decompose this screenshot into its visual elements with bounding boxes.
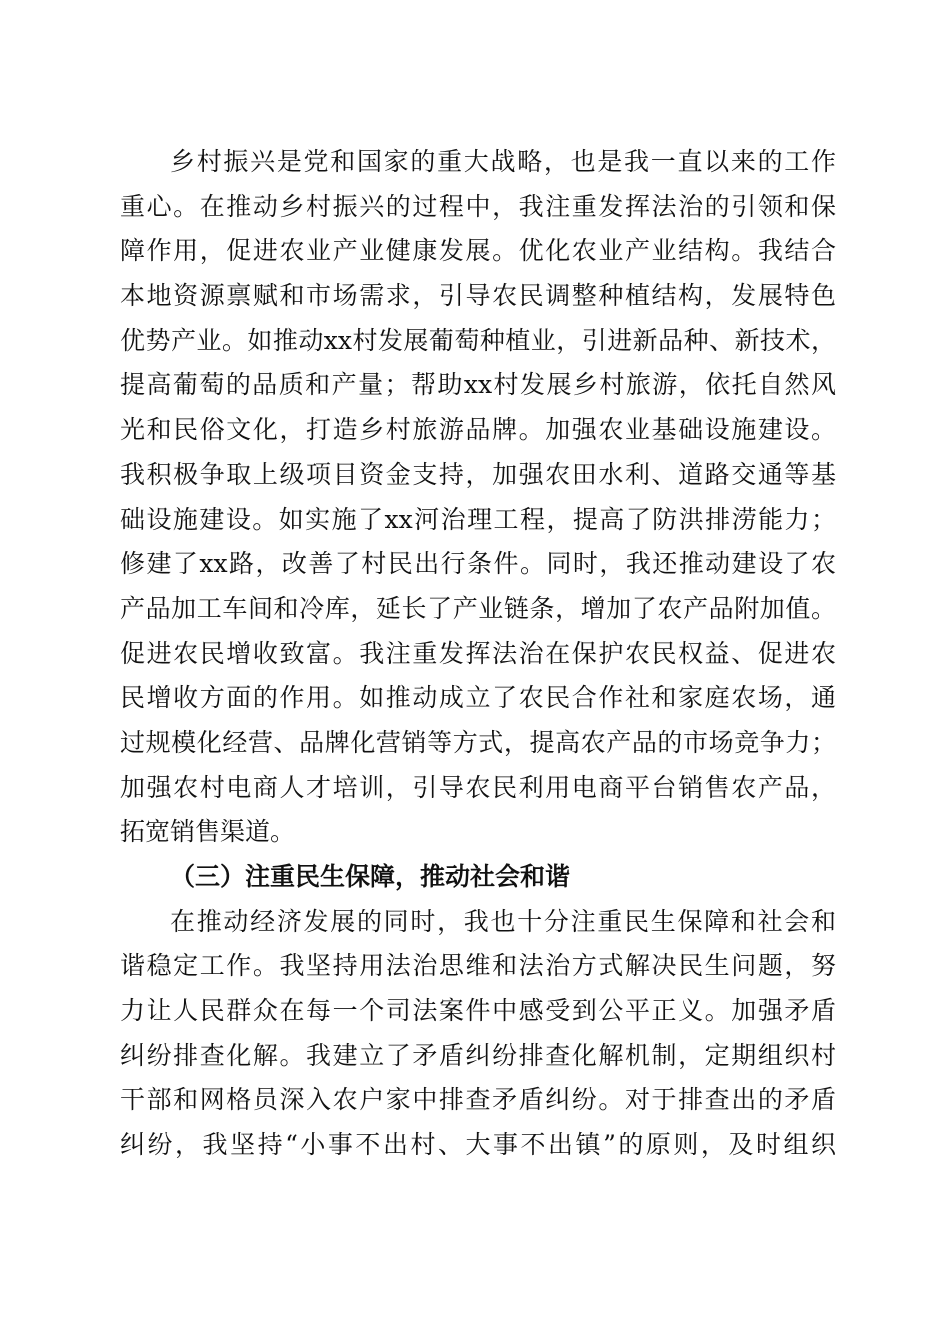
paragraph-1-line-16: 拓宽销售渠道。	[120, 817, 296, 847]
paragraph-1-line-9: 础设施建设。如实施了xx河治理工程，提高了防洪排涝能力；	[120, 504, 836, 534]
paragraph-1-line-12: 促进农民增收致富。我注重发挥法治在保护农民权益、促进农	[120, 638, 836, 668]
paragraph-2-line-4: 纠纷排查化解。我建立了矛盾纠纷排查化解机制，定期组织村	[120, 1040, 836, 1070]
paragraph-2-line-3: 力让人民群众在每一个司法案件中感受到公平正义。加强矛盾	[120, 996, 836, 1026]
paragraph-1-line-14: 过规模化经营、品牌化营销等方式，提高农产品的市场竞争力；	[120, 727, 836, 757]
section-heading: （三）注重民生保障，推动社会和谐	[170, 862, 571, 891]
paragraph-1-line-3: 障作用，促进农业产业健康发展。优化农业产业结构。我结合	[120, 236, 836, 266]
paragraph-1-line-6: 提高葡萄的品质和产量；帮助xx村发展乡村旅游，依托自然风	[120, 370, 836, 400]
paragraph-2-line-5: 干部和网格员深入农户家中排查矛盾纠纷。对于排查出的矛盾	[120, 1085, 836, 1115]
paragraph-2-line-6: 纠纷，我坚持“小事不出村、大事不出镇”的原则，及时组织	[120, 1130, 836, 1160]
paragraph-1-line-11: 产品加工车间和冷库，延长了产业链条，增加了农产品附加值。	[120, 593, 836, 623]
paragraph-1-line-8: 我积极争取上级项目资金支持，加强农田水利、道路交通等基	[120, 459, 836, 489]
paragraph-2-line-1: 在推动经济发展的同时，我也十分注重民生保障和社会和	[170, 906, 836, 936]
paragraph-1-line-13: 民增收方面的作用。如推动成立了农民合作社和家庭农场，通	[120, 683, 836, 713]
paragraph-2-line-2: 谐稳定工作。我坚持用法治思维和法治方式解决民生问题，努	[120, 951, 836, 981]
paragraph-1-line-1: 乡村振兴是党和国家的重大战略，也是我一直以来的工作	[170, 147, 836, 176]
paragraph-1-line-4: 本地资源禀赋和市场需求，引导农民调整种植结构，发展特色	[120, 281, 836, 311]
paragraph-1-line-5: 优势产业。如推动xx村发展葡萄种植业，引进新品种、新技术，	[120, 325, 836, 355]
paragraph-1-line-2: 重心。在推动乡村振兴的过程中，我注重发挥法治的引领和保	[120, 191, 836, 221]
paragraph-1-line-7: 光和民俗文化，打造乡村旅游品牌。加强农业基础设施建设。	[120, 415, 836, 445]
paragraph-1-line-15: 加强农村电商人才培训，引导农民利用电商平台销售农产品，	[120, 772, 836, 802]
paragraph-1-line-10: 修建了xx路，改善了村民出行条件。同时，我还推动建设了农	[120, 549, 836, 579]
document-body	[120, 140, 836, 1168]
